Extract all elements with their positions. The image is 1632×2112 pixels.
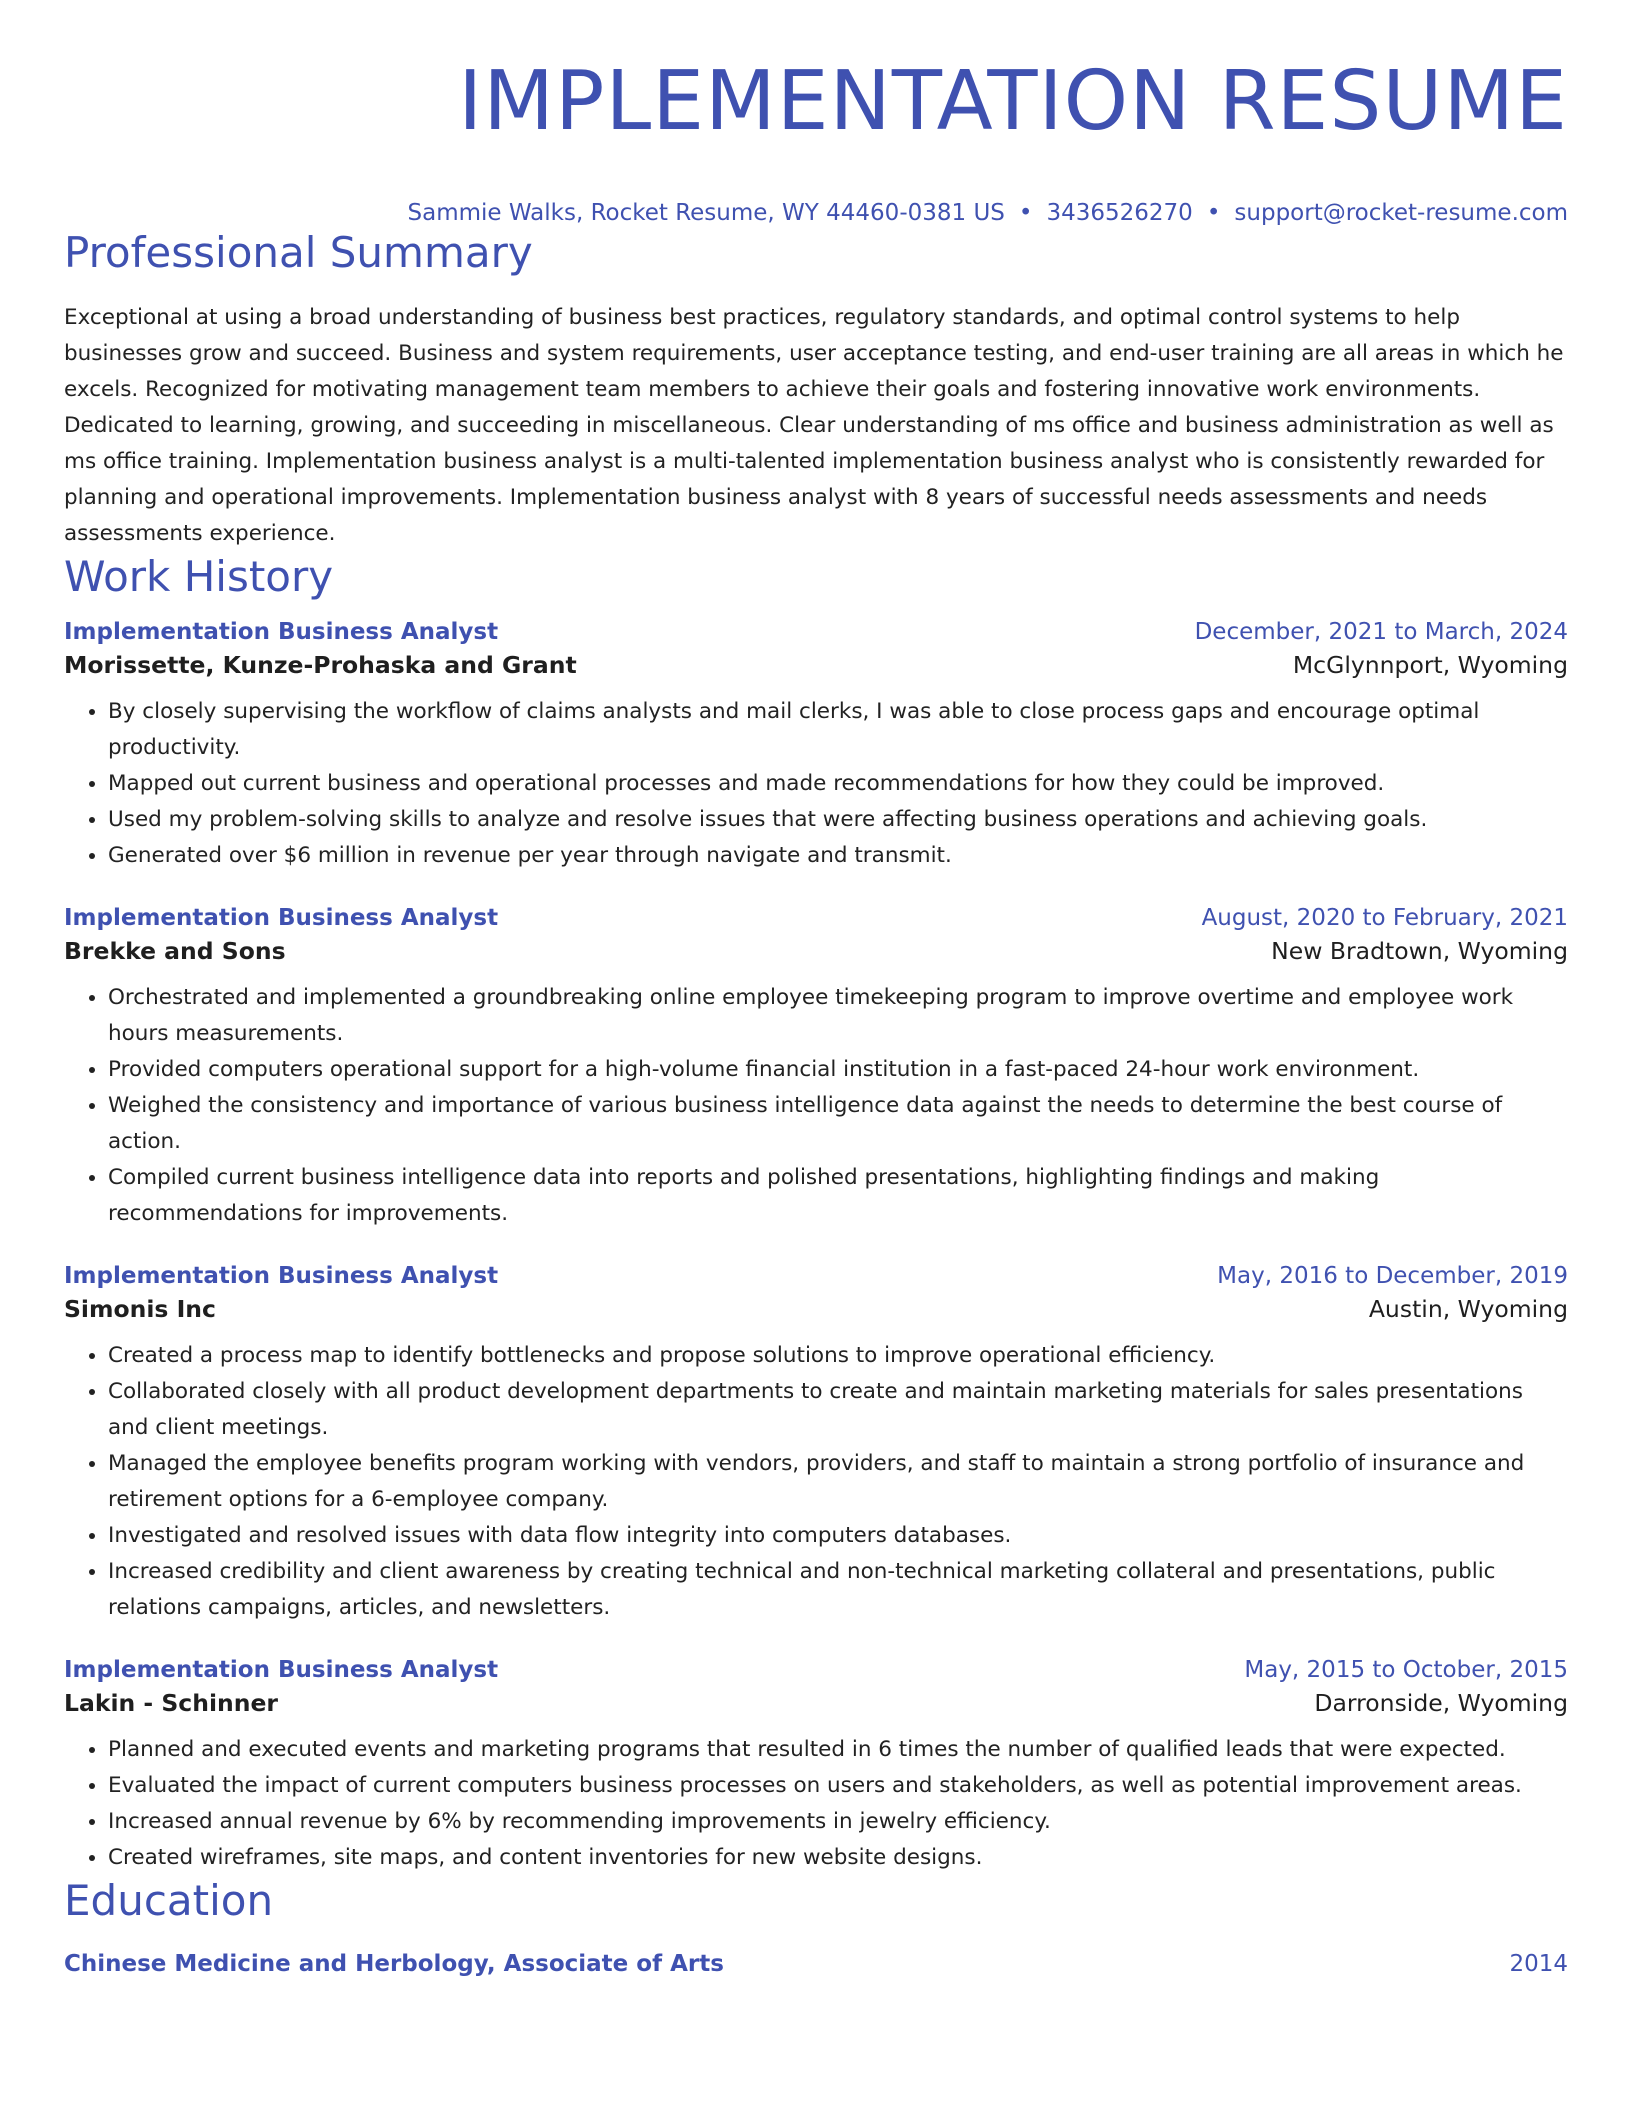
job-location: Austin, Wyoming	[1368, 1295, 1568, 1323]
job-bullets	[64, 980, 1568, 1232]
contact-separator: •	[1206, 200, 1221, 226]
job-bullet: • Evaluated the impact of current computers business processes on users and stakeholders, as well as potential improvement areas.	[108, 1768, 1568, 1804]
job-bullet: • Created a process map to identify bottlenecks and propose solutions to improve operational efficiency.	[108, 1338, 1568, 1374]
contact-separator: •	[1018, 200, 1033, 226]
education-entry	[64, 1948, 1568, 1980]
job-title: Implementation Business Analyst	[64, 1657, 499, 1683]
job-bullet: • Orchestrated and implemented a groundbreaking online employee timekeeping program to improve overtime and employee work hours measurements.	[108, 980, 1568, 1052]
job-bullet: • Mapped out current business and operational processes and made recommendations for how they could be improved.	[108, 766, 1568, 802]
job-location: McGlynnport, Wyoming	[1292, 651, 1568, 679]
job-company: Simonis Inc	[64, 1295, 216, 1323]
job-bullet: • Increased credibility and client awareness by creating technical and non-technical marketing collateral and presentations, public relations campaigns, articles, and newsletters.	[108, 1554, 1568, 1626]
job-title: Implementation Business Analyst	[64, 1263, 499, 1289]
job-bullets	[64, 694, 1568, 874]
job-bullet: • Compiled current business intelligence data into reports and polished presentations, highlighting findings and making recommendations for improvements.	[108, 1160, 1568, 1232]
job-entry	[64, 616, 1568, 874]
contact-address: Sammie Walks, Rocket Resume, WY 44460-0381 US	[407, 200, 1005, 226]
job-bullet: • Created wireframes, site maps, and content inventories for new website designs.	[108, 1840, 1568, 1876]
job-location: Darronside, Wyoming	[1314, 1689, 1568, 1717]
job-dates: May, 2016 to December, 2019	[1217, 1263, 1568, 1289]
job-location: New Bradtown, Wyoming	[1271, 937, 1568, 965]
job-bullet: • Collaborated closely with all product development departments to create and maintain marketing materials for sales presentations and client meetings.	[108, 1374, 1568, 1446]
job-dates: May, 2015 to October, 2015	[1244, 1657, 1568, 1683]
job-company: Morissette, Kunze-Prohaska and Grant	[64, 651, 577, 679]
contact-phone: 3436526270	[1046, 200, 1193, 226]
contact-email[interactable]: support@rocket-resume.com	[1234, 200, 1568, 226]
job-bullet: • Used my problem-solving skills to analyze and resolve issues that were affecting business operations and achieving goals.	[108, 802, 1568, 838]
resume-title: IMPLEMENTATION RESUME	[458, 54, 1568, 149]
education-year: 2014	[1509, 1951, 1568, 1977]
job-company: Brekke and Sons	[64, 937, 286, 965]
job-bullets	[64, 1732, 1568, 1876]
job-dates: December, 2021 to March, 2024	[1194, 619, 1568, 645]
job-bullet: • Increased annual revenue by 6% by recommending improvements in jewelry efficiency.	[108, 1804, 1568, 1840]
summary-heading: Professional Summary	[64, 228, 533, 277]
job-bullet: • Generated over $6 million in revenue per year through navigate and transmit.	[108, 838, 1568, 874]
job-entry	[64, 1654, 1568, 1876]
job-bullet: • By closely supervising the workflow of claims analysts and mail clerks, I was able to close process gaps and encourage optimal productivity.	[108, 694, 1568, 766]
education-heading: Education	[64, 1876, 274, 1925]
job-bullet: • Provided computers operational support for a high-volume financial institution in a fast-paced 24-hour work environment.	[108, 1052, 1568, 1088]
education-degree: Chinese Medicine and Herbology, Associate of Arts	[64, 1951, 724, 1977]
job-bullet: • Planned and executed events and marketing programs that resulted in 6 times the number of qualified leads that were expected.	[108, 1732, 1568, 1768]
job-entry	[64, 1260, 1568, 1626]
job-bullet: • Managed the employee benefits program working with vendors, providers, and staff to maintain a strong portfolio of insurance and retirement options for a 6-employee company.	[108, 1446, 1568, 1518]
job-company: Lakin - Schinner	[64, 1689, 278, 1717]
job-entry	[64, 902, 1568, 1232]
work-history-heading: Work History	[64, 552, 334, 601]
job-title: Implementation Business Analyst	[64, 619, 499, 645]
job-bullets	[64, 1338, 1568, 1626]
job-bullet: • Investigated and resolved issues with data flow integrity into computers databases.	[108, 1518, 1568, 1554]
job-bullet: • Weighed the consistency and importance of various business intelligence data against the needs to determine the best course of action.	[108, 1088, 1568, 1160]
job-dates: August, 2020 to February, 2021	[1201, 905, 1568, 931]
job-title: Implementation Business Analyst	[64, 905, 499, 931]
contact-line	[64, 198, 1568, 228]
summary-text: Exceptional at using a broad understanding of business best practices, regulatory standards, and optimal control systems to help businesses grow and succeed. Business and system requirements, user acceptance testing, and end-user training are all areas in which he excels. Recognized for motivating management team members to achieve their goals and fostering innovative work environments. Dedicated to learning, growing, and succeeding in miscellaneous. Clear understanding of ms office and business administration as well as ms office training. Implementation business analyst is a multi-talented implementation business analyst who is consistently rewarded for planning and operational improvements. Implementation business analyst with 8 years of successful needs assessments and needs assessments experience.	[64, 305, 1564, 546]
